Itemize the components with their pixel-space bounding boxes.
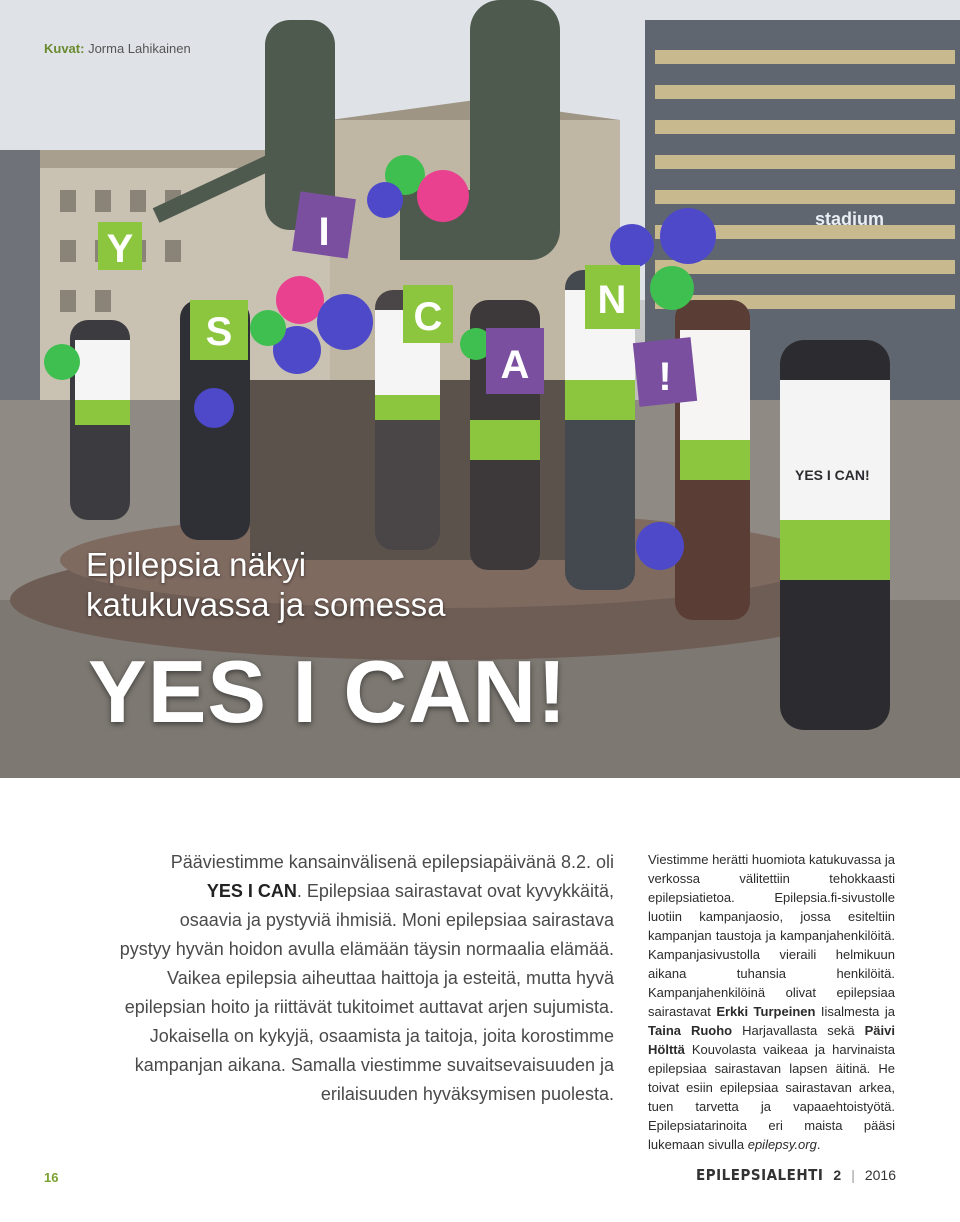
person-name-3: Päivi Hölttä [648, 1023, 895, 1057]
lead-line-2 [70, 877, 614, 906]
lead-line-5: Vaikea epilepsia aiheuttaa haittoja ja esteitä, mutta hyvä [167, 968, 614, 988]
sign-letter-n: N [597, 278, 627, 322]
lead-line-3: osaavia ja pystyviä ihmisiä. Moni epilepsiaa sairastava [179, 910, 614, 930]
article-headline [86, 545, 646, 625]
body-column [648, 850, 895, 1154]
body-text-3: Harjavallasta sekä [732, 1023, 865, 1038]
sign-letter-y: Y [106, 227, 134, 271]
lead-line-4: pystyy hyvän hoidon avulla elämään täysin normaalia elämää. [119, 939, 614, 959]
lead-line-2-rest: . Epilepsiaa sairastavat ovat kyvykkäitä, [296, 881, 614, 901]
footer-masthead [696, 1166, 896, 1184]
sign-letter-exclamation: ! [658, 355, 672, 399]
page-number: 16 [44, 1170, 59, 1185]
headline-line-1: Epilepsia näkyi [86, 546, 307, 583]
sign-letter-a: A [500, 343, 530, 387]
lead-line-8: kampanjan aikana. Samalla viestimme suvaitsevaisuuden ja [134, 1055, 614, 1075]
body-text-1: Viestimme herätti huomiota katukuvassa ja verkossa välitettiin tehokkaasti epilepsiatietoa. Epilepsia.fi-sivustolle luotiin kampanjaosio, jossa esiteltiin kampanjan taustoja ja kampanjahenkilöitä. Kampanjasivustolla vieraili helmikuun aikana tuhansia henkilöitä. Kampanjahenkilöinä olivat epilepsiaa sairastavat [648, 852, 895, 1019]
issue-number: 2 [833, 1167, 842, 1183]
photo-credit-name: Jorma Lahikainen [88, 41, 191, 56]
building-sign: stadium [815, 209, 885, 229]
headline-line-2: katukuvassa ja somessa [86, 586, 446, 623]
photo-credit [44, 41, 191, 56]
sign-letter-c: C [413, 295, 443, 339]
article-big-title: YES I CAN! [88, 642, 568, 741]
lead-campaign-name: YES I CAN [206, 881, 297, 901]
lead-line-1: Pääviestimme kansainvälisenä epilepsiapäivänä 8.2. oli [170, 852, 614, 872]
footer-separator: | [851, 1167, 855, 1183]
body-text-5: . [816, 1137, 821, 1152]
person-name-2: Taina Ruoho [648, 1023, 733, 1038]
body-text-2: Iisalmesta ja [815, 1004, 895, 1019]
photo-credit-label: Kuvat: [44, 41, 85, 56]
magazine-name: EPILEPSIALEHTI [696, 1166, 824, 1184]
person-name-1: Erkki Turpeinen [716, 1004, 816, 1019]
issue-year: 2016 [864, 1167, 896, 1183]
lead-line-7: Jokaisella on kykyjä, osaamista ja taitoja, joita korostimme [149, 1026, 614, 1046]
website-link[interactable]: epilepsy.org [747, 1137, 817, 1152]
sign-letter-i: I [318, 210, 330, 254]
sign-letter-s: S [205, 310, 233, 354]
vest-slogan: YES I CAN! [795, 467, 870, 483]
lead-line-6: epilepsian hoito ja riittävät tukitoimet auttavat arjen sujumista. [124, 997, 614, 1017]
body-text-4: Kouvolasta vaikeaa ja harvinaista epilepsiaa sairastavan lapsen äitinä. He toivat esiin epilepsiaa sairastavan arkea, tuen tarvetta ja vapaaehtoistyötä. Epilepsiatarinoita eri maista pääsi lukemaan sivulla [648, 1042, 895, 1152]
lead-paragraph [70, 848, 614, 1109]
lead-line-9: erilaisuuden hyväksymisen puolesta. [320, 1084, 614, 1104]
